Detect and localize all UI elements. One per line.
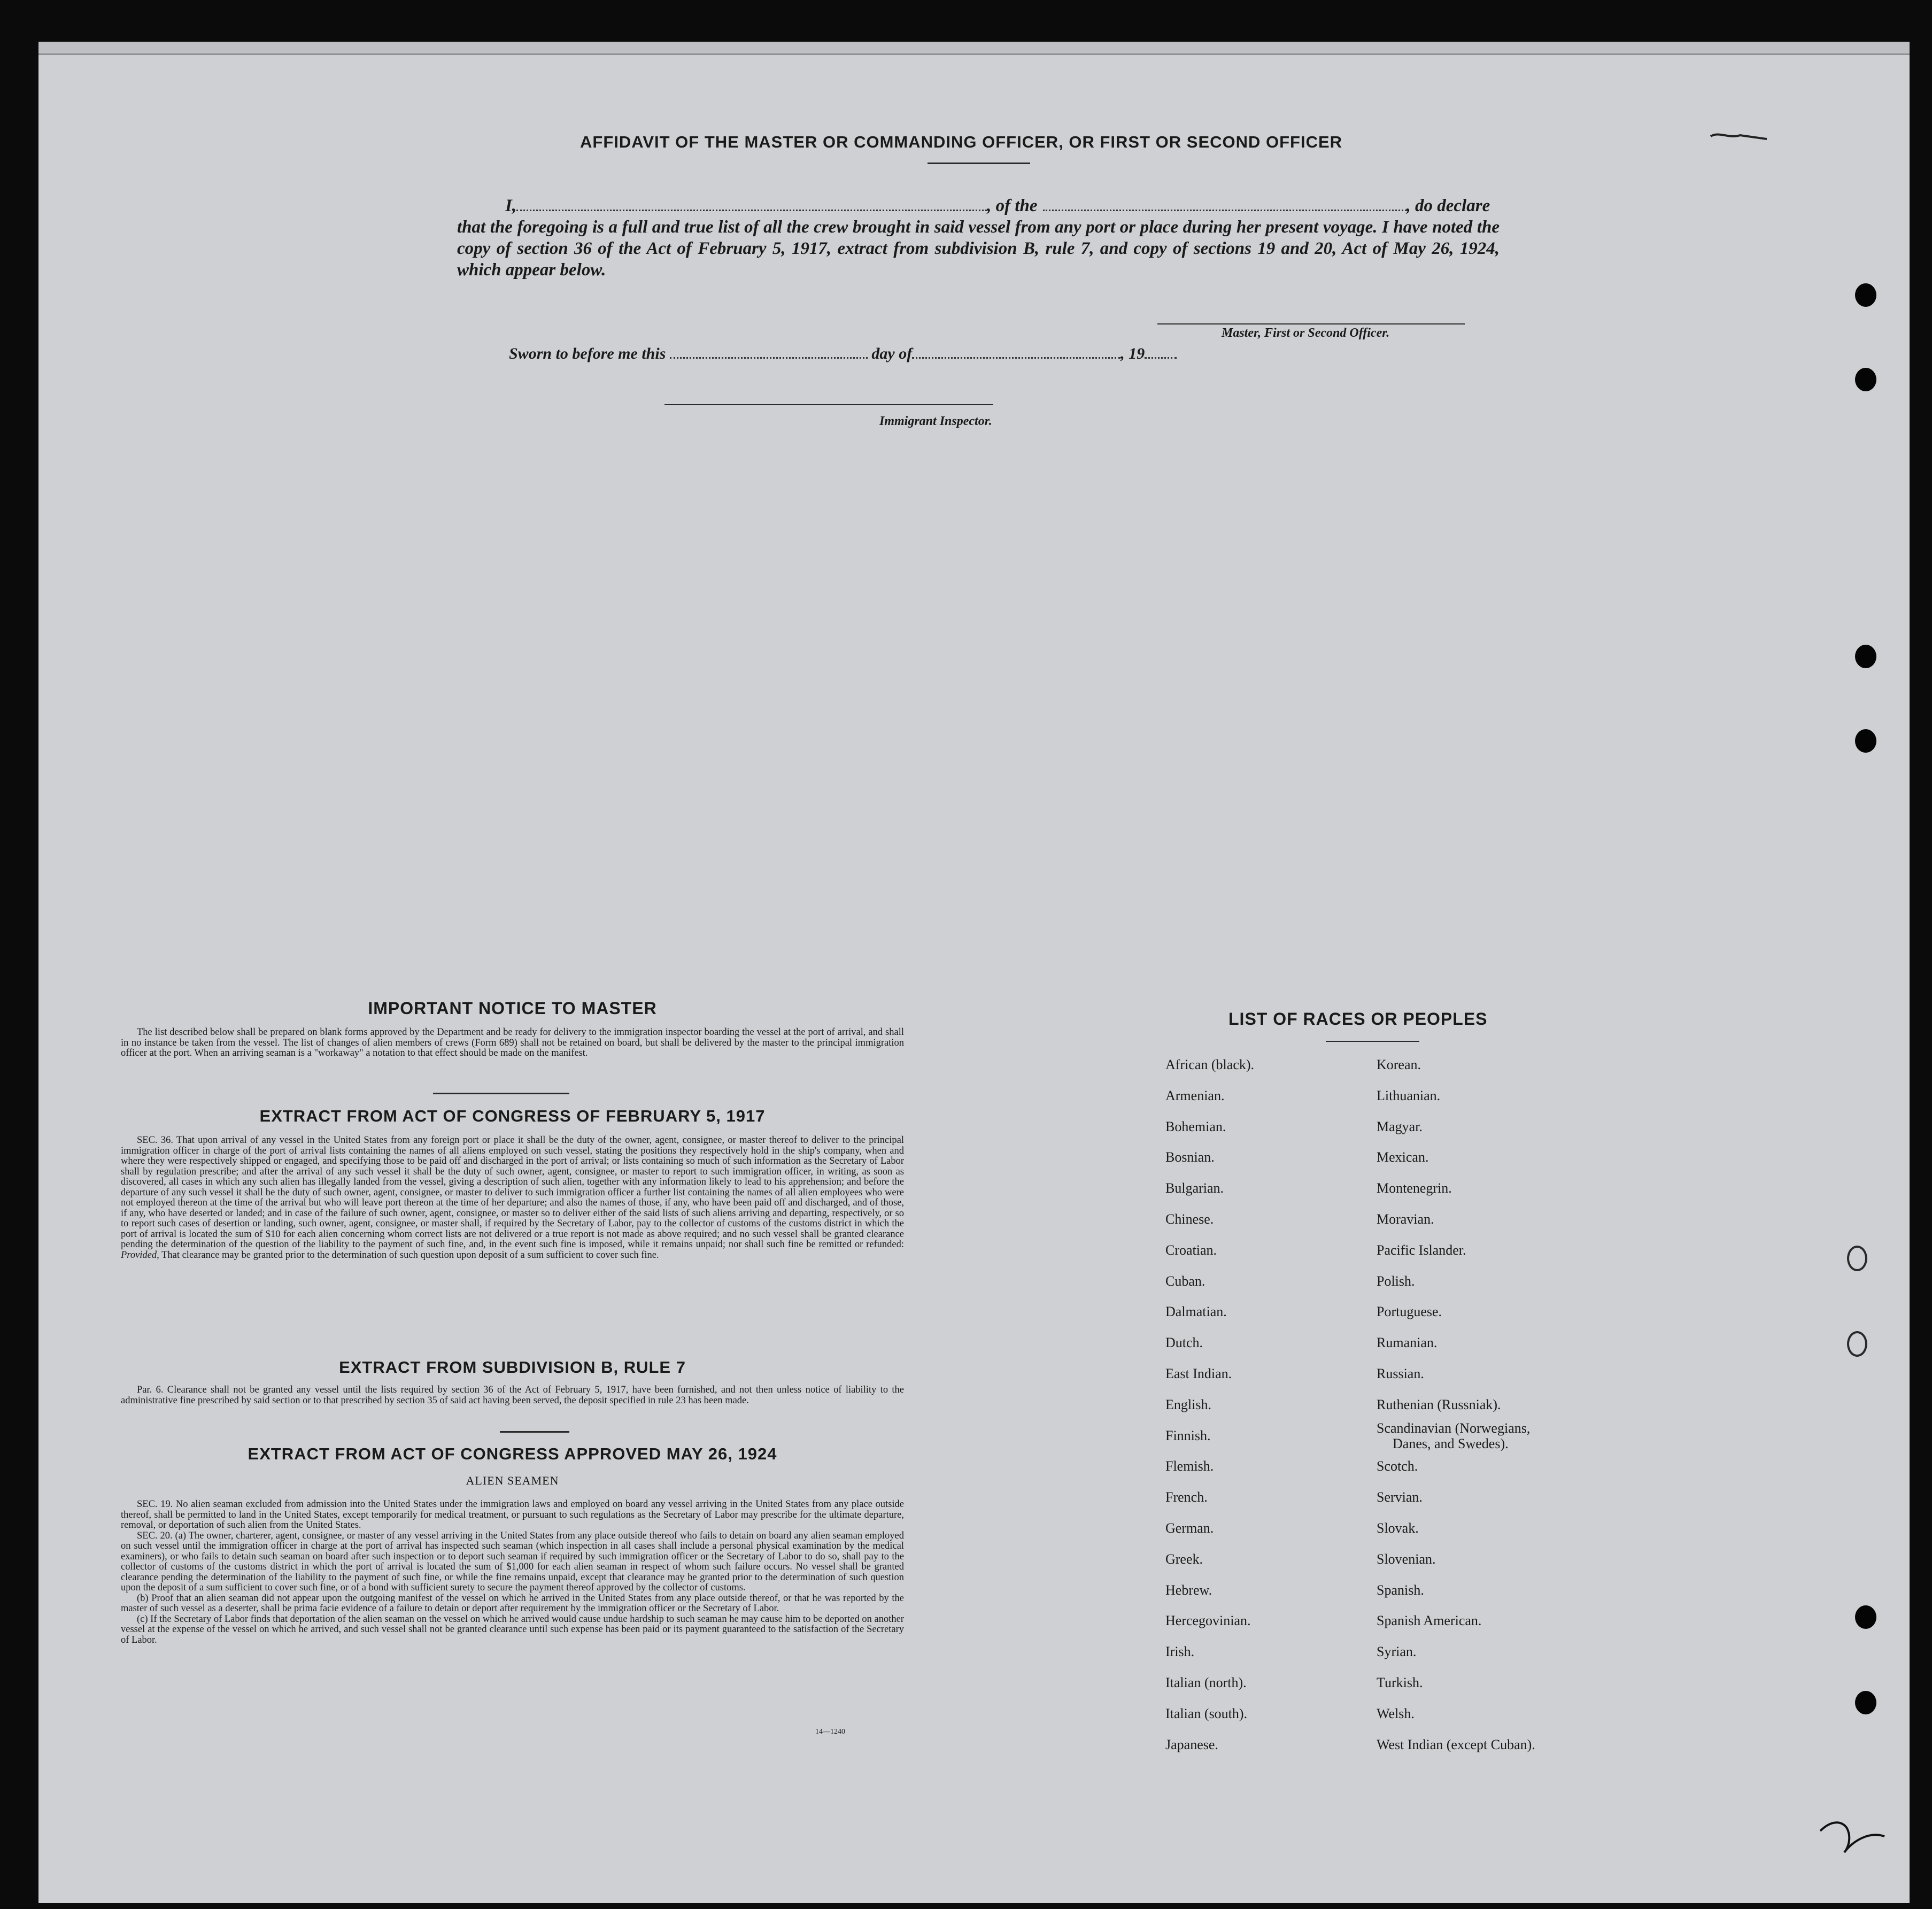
race-item: Hercegovinian. xyxy=(1165,1613,1251,1629)
race-item: Lithuanian. xyxy=(1377,1087,1441,1103)
divider xyxy=(1326,1041,1419,1042)
race-item: Bohemian. xyxy=(1165,1118,1226,1134)
race-item: Chinese. xyxy=(1165,1211,1214,1227)
race-item: German. xyxy=(1165,1520,1214,1536)
binder-hole xyxy=(1855,1605,1876,1629)
race-item: Montenegrin. xyxy=(1377,1180,1452,1196)
extract-1917-text xyxy=(121,1135,904,1261)
race-item: Welsh. xyxy=(1377,1705,1415,1721)
do-declare-label: , do declare xyxy=(1406,196,1490,215)
signature-line xyxy=(1157,323,1465,324)
race-item: Servian. xyxy=(1377,1489,1423,1505)
race-item: Dutch. xyxy=(1165,1335,1203,1351)
race-item: Cuban. xyxy=(1165,1273,1205,1289)
race-item: Spanish. xyxy=(1377,1582,1424,1598)
sec20b-text: (b) Proof that an alien seaman did not appear upon the outgoing manifest of the vessel on which he arrived in the United States from any place outside thereof, or that he was reported by the master of such vessel as a deserter, shall be prima facie evidence of a failure to detain or deport after requirement by the immigration officer or the Secretary of Labor. xyxy=(121,1593,904,1614)
race-item: Korean. xyxy=(1377,1057,1421,1072)
of-the-label: , of the xyxy=(987,196,1038,215)
race-item: Scotch. xyxy=(1377,1458,1418,1474)
sworn-year-blank xyxy=(1145,357,1177,359)
race-item: Bulgarian. xyxy=(1165,1180,1224,1196)
race-item: Polish. xyxy=(1377,1273,1415,1289)
race-item: Dalmatian. xyxy=(1165,1304,1227,1320)
affidavit-i-label: I, xyxy=(505,196,517,215)
binder-hole xyxy=(1855,729,1876,753)
sec20a-text: SEC. 20. (a) The owner, charterer, agent, consignee, or master of any vessel arriving in the United States from any place outside thereof who fails to detain on board any alien seaman employed on such vessel until the immigration officer in charge at the port of arrival has inspected such seaman (which inspection in all cases shall include a personal physical examination by the medical examiners), or who fails to detain such seaman on board after such inspection or to deport such seaman if required by such immigration officer or the Secretary of Labor to do so, shall pay to the collector of customs of the customs district in which the port of arrival is located the sum of $1,000 for each alien seaman in respect of whom such failure occurs. No vessel shall be granted clearance pending the determination of the liability to the payment of such fine, or while the fine remains unpaid, except that clearance may be granted prior to the determination of such question upon the deposit of a sum sufficient to cover such fine, or of a bond with sufficient surety to secure the payment thereof approved by the collector of customs. xyxy=(121,1530,904,1593)
signature-label: Master, First or Second Officer. xyxy=(1222,326,1390,340)
affidavit-body xyxy=(457,195,1500,281)
affidavit-text: that the foregoing is a full and true list of all the crew brought in said vessel from any port or place during her present voyage. I have noted the copy of section 36 of the Act of February 5, 1917, extract from subdivision B, rule 7, and copy of sections 19 and 20, Act of May 26, 1924, which appear below. xyxy=(457,218,1500,280)
divider xyxy=(928,163,1030,164)
form-number: 14—1240 xyxy=(815,1728,845,1736)
race-item: French. xyxy=(1165,1489,1208,1505)
extract-1917-title: EXTRACT FROM ACT OF CONGRESS OF FEBRUARY 5, 1917 xyxy=(259,1107,766,1125)
race-item: Rumanian. xyxy=(1377,1335,1438,1351)
race-item: Finnish. xyxy=(1165,1427,1211,1443)
binder-hole xyxy=(1847,1331,1867,1357)
provided-text: Provided, xyxy=(121,1249,159,1261)
race-item: Turkish. xyxy=(1377,1675,1423,1690)
year-label: , 19 xyxy=(1120,345,1145,362)
binder-hole xyxy=(1855,283,1876,307)
race-item: Spanish American. xyxy=(1377,1613,1482,1629)
race-item: Japanese. xyxy=(1165,1736,1218,1752)
race-item: Ruthenian (Russniak). xyxy=(1377,1396,1501,1412)
divider xyxy=(500,1431,569,1433)
vessel-blank xyxy=(1043,210,1407,211)
race-item: Magyar. xyxy=(1377,1118,1423,1134)
sworn-label: Sworn to before me this xyxy=(509,345,666,362)
race-item: Bosnian. xyxy=(1165,1149,1215,1165)
binder-hole xyxy=(1855,1691,1876,1714)
race-item: Armenian. xyxy=(1165,1087,1225,1103)
sworn-day-blank xyxy=(670,357,868,359)
race-item: Irish. xyxy=(1165,1644,1195,1660)
notice-text: The list described below shall be prepared on blank forms approved by the Department and be ready for delivery to the immigration inspector boarding the vessel at the port of arrival, and shall in no instance be taken from the vessel. The list of changes of alien members of crews (Form 689) shall not be retained on board, but shall be delivered by the master to the principal immigration officer at the port. When an arriving seaman is a "workaway" a notation to that effect should be made on the manifest. xyxy=(121,1027,904,1058)
race-item: Scandinavian (Norwegians, xyxy=(1377,1420,1531,1436)
race-item: Italian (south). xyxy=(1165,1705,1248,1721)
sec20c-text: (c) If the Secretary of Labor finds that deportation of the alien seaman on the vessel on which he arrived would cause undue hardship to such seaman he may cause him to be deported on another vessel at the expense of the vessel on which he arrived, and such vessel shall not be granted clearance until such expense has been paid or its payment guaranteed to the satisfaction of the Secretary of Labor. xyxy=(121,1613,904,1645)
sec36-proviso: That clearance may be granted prior to the determination of such question upon deposit of a sum sufficient to cover such fine. xyxy=(161,1249,659,1261)
race-item: English. xyxy=(1165,1396,1211,1412)
affidavit-title: AFFIDAVIT OF THE MASTER OR COMMANDING OFFICER, OR FIRST OR SECOND OFFICER xyxy=(580,133,1343,151)
race-item: Russian. xyxy=(1377,1366,1424,1381)
race-item: Flemish. xyxy=(1165,1458,1214,1474)
races-title: LIST OF RACES OR PEOPLES xyxy=(1228,1009,1488,1029)
sec36-text: SEC. 36. That upon arrival of any vessel in the United States from any foreign port or place it shall be the duty of the owner, agent, consignee, or master thereof to deliver to the principal immigration officer in charge of the port of arrival lists containing the names of all aliens employed on such vessel, stating the positions they respectively hold in the ship's company, when and where they were respectively shipped or engaged, and specifying those to be paid off and discharged in the port of arrival; or lists containing so much of such information as the Secretary of Labor shall by regulation prescribe; and after the arrival of any such vessel it shall be the duty of such owner, agent, consignee, or master to report to such immigration officer, in writing, as soon as discovered, all cases in which any such alien has illegally landed from the vessel, giving a description of such alien, together with any information likely to lead to his apprehension; and before the departure of any such vessel it shall be the duty of such owner, agent, consignee, or master to deliver to such immigration officer a further list containing the names of all alien employees who were not employed thereon at the time of the arrival but who will leave port thereon at the time of her departure; and also the names of those, if any, who have been paid off and discharged, and of those, if any, who have deserted or landed; and in case of the failure of such owner, agent, consignee, or master so to deliver either of the said lists of such aliens arriving and departing, respectively, or so to report such cases of desertion or landing, such owner, agent, consignee, or master shall, if required by the Secretary of Labor, pay to the collector of customs of the customs district in which the port of arrival is located the sum of $10 for each alien concerning whom correct lists are not delivered or a true report is not made as above required; and no such vessel shall be granted clearance pending the determination of the question of the liability to the payment of such fine, and, in the event such fine is imposed, while it remains unpaid; nor shall such fine be remitted or refunded: xyxy=(121,1135,904,1250)
affidavit-line-1 xyxy=(457,195,1500,217)
race-item: Hebrew. xyxy=(1165,1582,1212,1598)
race-item: Pacific Islander. xyxy=(1377,1242,1466,1258)
alien-seamen-subtitle: ALIEN SEAMEN xyxy=(466,1474,559,1487)
sworn-line xyxy=(509,345,1177,363)
divider xyxy=(433,1093,569,1094)
race-item: African (black). xyxy=(1165,1057,1255,1072)
race-item: Croatian. xyxy=(1165,1242,1217,1258)
race-item: Danes, and Swedes). xyxy=(1393,1436,1509,1451)
name-blank xyxy=(516,210,987,211)
inspector-line xyxy=(664,404,993,405)
extract-1924-text xyxy=(121,1500,904,1645)
extract-1924-title: EXTRACT FROM ACT OF CONGRESS APPROVED MAY 26, 1924 xyxy=(248,1444,777,1463)
race-item: Syrian. xyxy=(1377,1644,1417,1660)
race-item: Slovenian. xyxy=(1377,1551,1436,1567)
race-item: Slovak. xyxy=(1377,1520,1419,1536)
sworn-month-blank xyxy=(912,357,1120,359)
binder-hole xyxy=(1855,368,1876,391)
race-item: Italian (north). xyxy=(1165,1675,1247,1690)
notice-title: IMPORTANT NOTICE TO MASTER xyxy=(368,999,657,1018)
inspector-label: Immigrant Inspector. xyxy=(879,414,992,428)
race-item: Greek. xyxy=(1165,1551,1203,1567)
rule7-text: Par. 6. Clearance shall not be granted any vessel until the lists required by section 36 of the Act of February 5, 1917, have been furnished, and not then unless notice of liability to the administrative fine prescribed by said section or to that prescribed by section 35 of said act having been served, the deposit specified in rule 23 has been made. xyxy=(121,1385,904,1406)
day-of-label: day of xyxy=(871,345,913,362)
handwritten-mark xyxy=(1708,120,1783,152)
race-item: Moravian. xyxy=(1377,1211,1434,1227)
race-item: East Indian. xyxy=(1165,1366,1232,1381)
race-item: Portuguese. xyxy=(1377,1304,1442,1320)
rule7-title: EXTRACT FROM SUBDIVISION B, RULE 7 xyxy=(339,1358,686,1377)
race-item: Mexican. xyxy=(1377,1149,1429,1165)
page-top-edge xyxy=(38,42,1910,55)
binder-hole xyxy=(1855,645,1876,668)
race-item: West Indian (except Cuban). xyxy=(1377,1736,1535,1752)
handwritten-mark xyxy=(1815,1799,1890,1858)
binder-hole xyxy=(1847,1246,1867,1271)
sec19-text: SEC. 19. No alien seaman excluded from admission into the United States under the immigration laws and employed on board any vessel arriving in the United States from any place outside thereof, shall be permitted to land in the United States, except temporarily for medical treatment, or pursuant to such regulations as the Secretary of Labor may prescribe for the ultimate departure, removal, or deportation of such alien from the United States. xyxy=(121,1499,904,1531)
